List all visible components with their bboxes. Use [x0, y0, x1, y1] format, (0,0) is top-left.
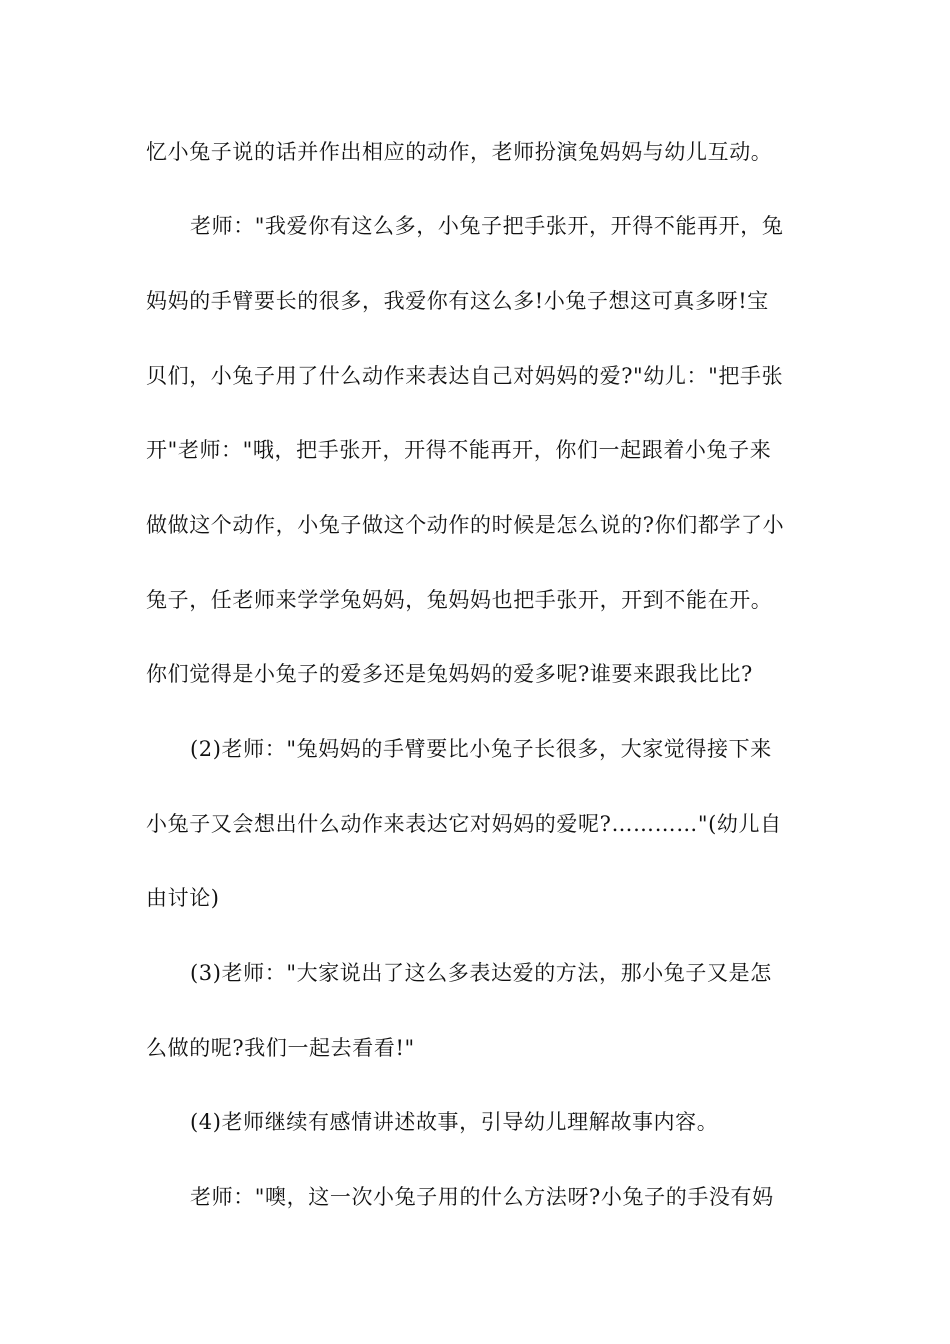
text-line-7: 兔子，任老师来学学兔妈妈，兔妈妈也把手张开，开到不能在开。	[146, 588, 773, 612]
text-line-2: 老师："我爱你有这么多，小兔子把手张开，开得不能再开，兔	[190, 214, 784, 238]
text-line-5: 开"老师："哦，把手张开，开得不能再开，你们一起跟着小兔子来	[146, 438, 772, 462]
text-line-3: 妈妈的手臂要长的很多，我爱你有这么多!小兔子想这可真多呀!宝	[146, 289, 769, 313]
text-line-13: 么做的呢?我们一起去看看!"	[146, 1036, 415, 1060]
text-line-11: 由讨论)	[146, 886, 220, 910]
text-line-12: (3)老师："大家说出了这么多表达爱的方法，那小兔子又是怎	[190, 961, 772, 985]
text-line-1: 忆小兔子说的话并作出相应的动作，老师扮演兔妈妈与幼儿互动。	[146, 140, 773, 164]
text-line-10: 小兔子又会想出什么动作来表达它对妈妈的爱呢?…………"(幼儿自	[146, 812, 782, 836]
text-line-4: 贝们，小兔子用了什么动作来表达自己对妈妈的爱?"幼儿："把手张	[146, 364, 784, 388]
text-line-15: 老师："噢，这一次小兔子用的什么方法呀?小兔子的手没有妈	[190, 1185, 774, 1209]
text-line-14: (4)老师继续有感情讲述故事，引导幼儿理解故事内容。	[190, 1110, 719, 1134]
text-line-8: 你们觉得是小兔子的爱多还是兔妈妈的爱多呢?谁要来跟我比比?	[146, 662, 753, 686]
text-line-6: 做做这个动作，小兔子做这个动作的时候是怎么说的?你们都学了小	[146, 513, 785, 537]
text-line-9: (2)老师："兔妈妈的手臂要比小兔子长很多，大家觉得接下来	[190, 737, 772, 761]
